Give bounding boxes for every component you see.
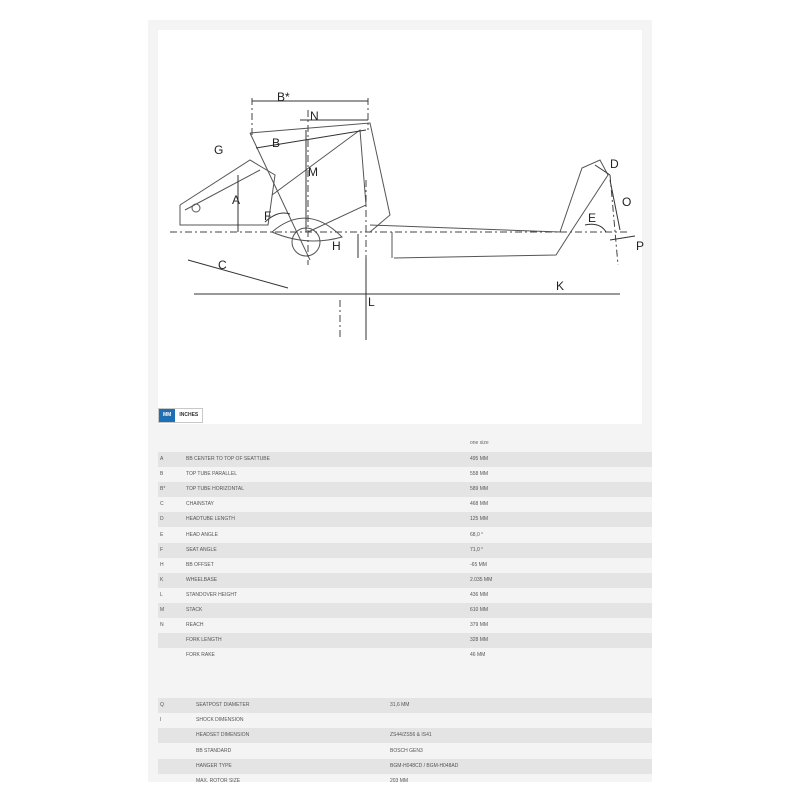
- label-a: A: [232, 193, 241, 207]
- cell-value: -65 MM: [470, 561, 487, 568]
- table-row: [158, 512, 652, 527]
- cell-code: M: [160, 607, 165, 613]
- cell-value: 558 MM: [470, 471, 489, 478]
- cell-value: BGM-H048CD / BGM-H048AD: [390, 762, 459, 769]
- label-n: N: [310, 109, 319, 123]
- cell-name: HEADSET DIMENSION: [196, 732, 250, 739]
- cell-code: Q: [160, 702, 164, 708]
- unit-toggle: [158, 408, 203, 423]
- cell-value: 495 MM: [470, 456, 489, 462]
- label-c: C: [218, 258, 227, 272]
- label-l: L: [368, 295, 375, 309]
- table-row: [158, 648, 652, 663]
- cell-code: E: [160, 531, 164, 538]
- table-row-extra: [158, 774, 652, 789]
- label-h: H: [332, 239, 341, 253]
- frame-down-tube: [370, 160, 608, 258]
- cell-name: BB STANDARD: [196, 747, 232, 754]
- cell-name: STANDOVER HEIGHT: [186, 591, 238, 598]
- unit-inches-button[interactable]: INCHES: [179, 412, 199, 418]
- cell-name: MAX. ROTOR SIZE: [196, 778, 241, 784]
- table-row-extra: [158, 728, 652, 743]
- dim-line-d: [595, 165, 610, 175]
- cell-name: REACH: [186, 622, 204, 629]
- cell-value: BOSCH GEN3: [390, 747, 423, 754]
- table-row-extra: [158, 713, 652, 728]
- cell-name: CHAINSTAY: [186, 501, 214, 508]
- table-row: [158, 543, 652, 558]
- unit-mm-button[interactable]: MM: [159, 409, 175, 422]
- cell-code: F: [160, 546, 164, 553]
- cell-value: 68,0 °: [470, 531, 484, 538]
- cell-name: SEATPOST DIAMETER: [196, 702, 250, 708]
- cell-value: 125 MM: [470, 516, 489, 523]
- cell-value: 610 MM: [470, 607, 489, 613]
- label-o: O: [622, 195, 632, 209]
- cell-value: 31,6 MM: [390, 702, 410, 708]
- cell-name: FORK RAKE: [186, 652, 215, 659]
- cell-name: BB CENTER TO TOP OF SEATTUBE: [186, 456, 270, 462]
- label-p: P: [636, 239, 645, 253]
- cell-value: 2.035 MM: [470, 576, 493, 583]
- cell-code: B: [160, 471, 164, 478]
- table-row: [158, 603, 652, 618]
- dim-line-c: [188, 260, 288, 288]
- label-k: K: [556, 279, 565, 293]
- table-row: [158, 558, 652, 573]
- table-row-extra: [158, 744, 652, 759]
- frame-rear-triangle: [180, 160, 275, 225]
- column-header-one-size: one size: [470, 440, 489, 446]
- label-m: M: [308, 165, 318, 179]
- dim-line-p: [610, 236, 635, 240]
- cell-code: N: [160, 622, 164, 629]
- geometry-sheet: [148, 20, 652, 782]
- table-row: [158, 467, 652, 482]
- cell-name: TOP TUBE PARALLEL: [186, 471, 238, 478]
- label-g: G: [214, 143, 224, 157]
- cell-code: B*: [160, 486, 166, 493]
- frame-dropout: [192, 204, 200, 212]
- cell-code: K: [160, 576, 164, 583]
- cell-name: WHEELBASE: [186, 576, 218, 583]
- label-e: E: [588, 211, 597, 225]
- cell-value: 468 MM: [470, 501, 489, 508]
- cell-name: FORK LENGTH: [186, 637, 222, 644]
- cell-value: 589 MM: [470, 486, 489, 493]
- cell-code: C: [160, 501, 164, 508]
- cell-value: 328 MM: [470, 637, 489, 644]
- cell-name: STACK: [186, 607, 203, 613]
- cell-value: 379 MM: [470, 622, 489, 629]
- table-row: [158, 633, 652, 648]
- label-d: D: [610, 157, 619, 171]
- label-b: B: [272, 136, 281, 150]
- label-b-star: B*: [277, 90, 290, 104]
- cell-name: SEAT ANGLE: [186, 546, 217, 553]
- cell-name: HEAD ANGLE: [186, 531, 218, 538]
- label-f: F: [264, 209, 272, 223]
- frame-seatstay: [250, 133, 310, 260]
- cell-value: 46 MM: [470, 652, 486, 659]
- table-row: [158, 573, 652, 588]
- table-row: [158, 528, 652, 543]
- cell-code: H: [160, 561, 164, 568]
- cell-code: A: [160, 456, 164, 462]
- dim-line-o: [610, 180, 620, 230]
- cell-value: 203 MM: [390, 778, 409, 784]
- cell-value: ZS44/ZS56 & IS41: [390, 732, 432, 739]
- cell-value: 436 MM: [470, 591, 489, 598]
- table-row: [158, 482, 652, 497]
- cell-name: TOP TUBE HORIZONTAL: [186, 486, 244, 493]
- cell-name: HANGER TYPE: [196, 762, 232, 769]
- table-row: [158, 497, 652, 512]
- table-row: [158, 618, 652, 633]
- table-row: [158, 452, 652, 467]
- frame-drawing: [158, 30, 645, 424]
- cell-code: I: [160, 717, 162, 724]
- cell-code: D: [160, 516, 164, 523]
- table-row-extra: [158, 759, 652, 774]
- cell-name: HEADTUBE LENGTH: [186, 516, 235, 523]
- cell-name: SHOCK DIMENSION: [196, 717, 244, 724]
- frame-geometry-diagram: [158, 30, 645, 424]
- table-row-extra: [158, 698, 652, 713]
- table-row: [158, 588, 652, 603]
- cell-name: BB OFFSET: [186, 561, 214, 568]
- dim-arc-e: [585, 224, 606, 232]
- cell-value: 71,0 °: [470, 546, 484, 553]
- frame-seat-tube: [272, 130, 366, 232]
- cell-code: L: [160, 591, 163, 598]
